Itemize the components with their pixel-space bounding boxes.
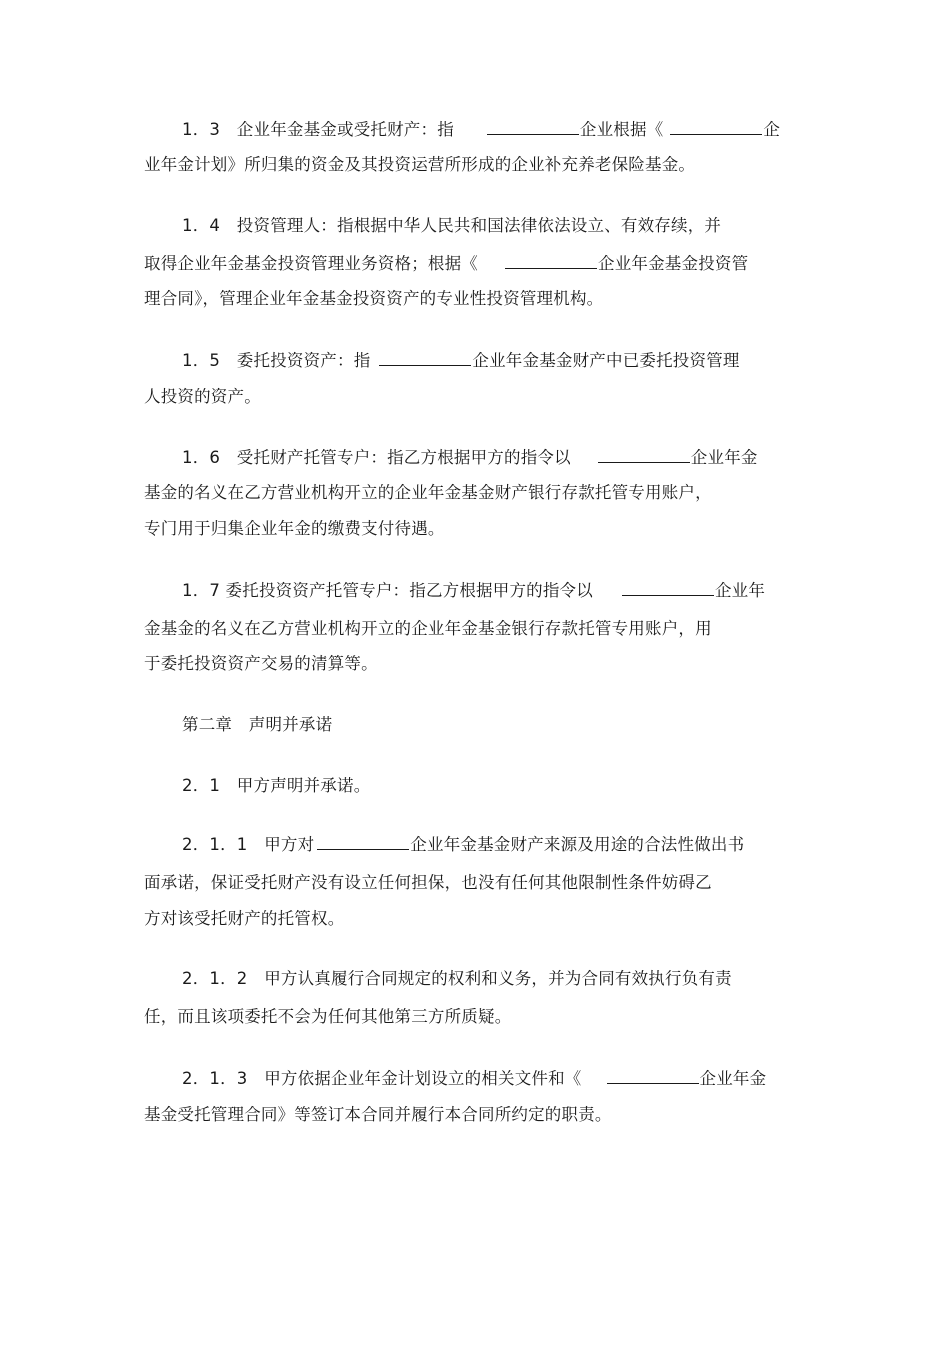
clause-text: 企 [763, 120, 781, 139]
clause-2-1-2-line-1: 2．1．2 甲方认真履行合同规定的权利和义务，并为合同有效执行负有责 [182, 969, 732, 988]
clause-1-3-line-2: 业年金计划》所归集的资金及其投资运营所形成的企业补充养老保险基金。 [144, 155, 696, 174]
clause-2-1-1-line-3: 方对该受托财产的托管权。 [144, 909, 345, 928]
clause-text: 企业年金基金财产来源及用途的合法性做出书 [410, 835, 745, 854]
clause-2-1-2-line-2: 任，而且该项委托不会为任何其他第三方所质疑。 [144, 1007, 512, 1026]
clause-text: 2．1．1 甲方对 [182, 835, 315, 854]
clause-1-4-line-1: 1．4 投资管理人：指根据中华人民共和国法律依法设立、有效存续，并 [182, 216, 722, 235]
fill-blank [505, 254, 597, 269]
clause-2-1: 2．1 甲方声明并承诺。 [182, 776, 371, 795]
clause-2-1-1-line-1 [182, 834, 744, 856]
fill-blank [379, 351, 471, 366]
clause-1-4-line-2 [144, 253, 748, 275]
clause-text: 企业年 [714, 581, 766, 600]
clause-2-1-1-line-2: 面承诺，保证受托财产没有设立任何担保，也没有任何其他限制性条件妨碍乙 [144, 873, 712, 892]
clause-text: 1．3 企业年金基金或受托财产：指 [182, 120, 454, 139]
clause-1-6-line-1 [182, 447, 758, 469]
clause-text: 企业年金基金财产中已委托投资管理 [472, 351, 740, 370]
clause-1-7-line-3: 于委托投资资产交易的清算等。 [144, 654, 378, 673]
clause-1-5-line-2: 人投资的资产。 [144, 387, 261, 406]
chapter-heading: 第二章 声明并承诺 [182, 715, 333, 734]
clause-1-6-line-3: 专门用于归集企业年金的缴费支付待遇。 [144, 519, 445, 538]
clause-1-7-line-2: 金基金的名义在乙方营业机构开立的企业年金基金银行存款托管专用账户，用 [144, 619, 712, 638]
clause-1-7-line-1 [182, 580, 765, 602]
fill-blank [317, 835, 409, 850]
clause-text: 企业年金基金投资管 [598, 254, 749, 273]
fill-blank [487, 120, 579, 135]
clause-1-4-line-3: 理合同》，管理企业年金基金投资资产的专业性投资管理机构。 [144, 289, 604, 308]
clause-text: 1．7 委托投资资产托管专户：指乙方根据甲方的指令以 [182, 581, 593, 600]
clause-text: 1．5 委托投资资产：指 [182, 351, 371, 370]
clause-text: 2．1．3 甲方依据企业年金计划设立的相关文件和《 [182, 1069, 582, 1088]
clause-text: 企业年金 [699, 1069, 767, 1088]
clause-1-6-line-2: 基金的名义在乙方营业机构开立的企业年金基金财产银行存款托管专用账户， [144, 483, 712, 502]
clause-1-5-line-1 [182, 350, 740, 372]
fill-blank [670, 120, 762, 135]
clause-text: 1．6 受托财产托管专户：指乙方根据甲方的指令以 [182, 448, 571, 467]
clause-text: 取得企业年金基金投资管理业务资格；根据《 [144, 254, 478, 273]
clause-1-3-line-1 [182, 119, 780, 141]
clause-2-1-3-line-1 [182, 1068, 766, 1090]
fill-blank [598, 448, 690, 463]
fill-blank [622, 581, 714, 596]
clause-text: 企业根据《 [579, 120, 664, 139]
clause-text: 企业年金 [690, 448, 758, 467]
fill-blank [607, 1069, 699, 1084]
clause-2-1-3-line-2: 基金受托管理合同》等签订本合同并履行本合同所约定的职责。 [144, 1105, 612, 1124]
